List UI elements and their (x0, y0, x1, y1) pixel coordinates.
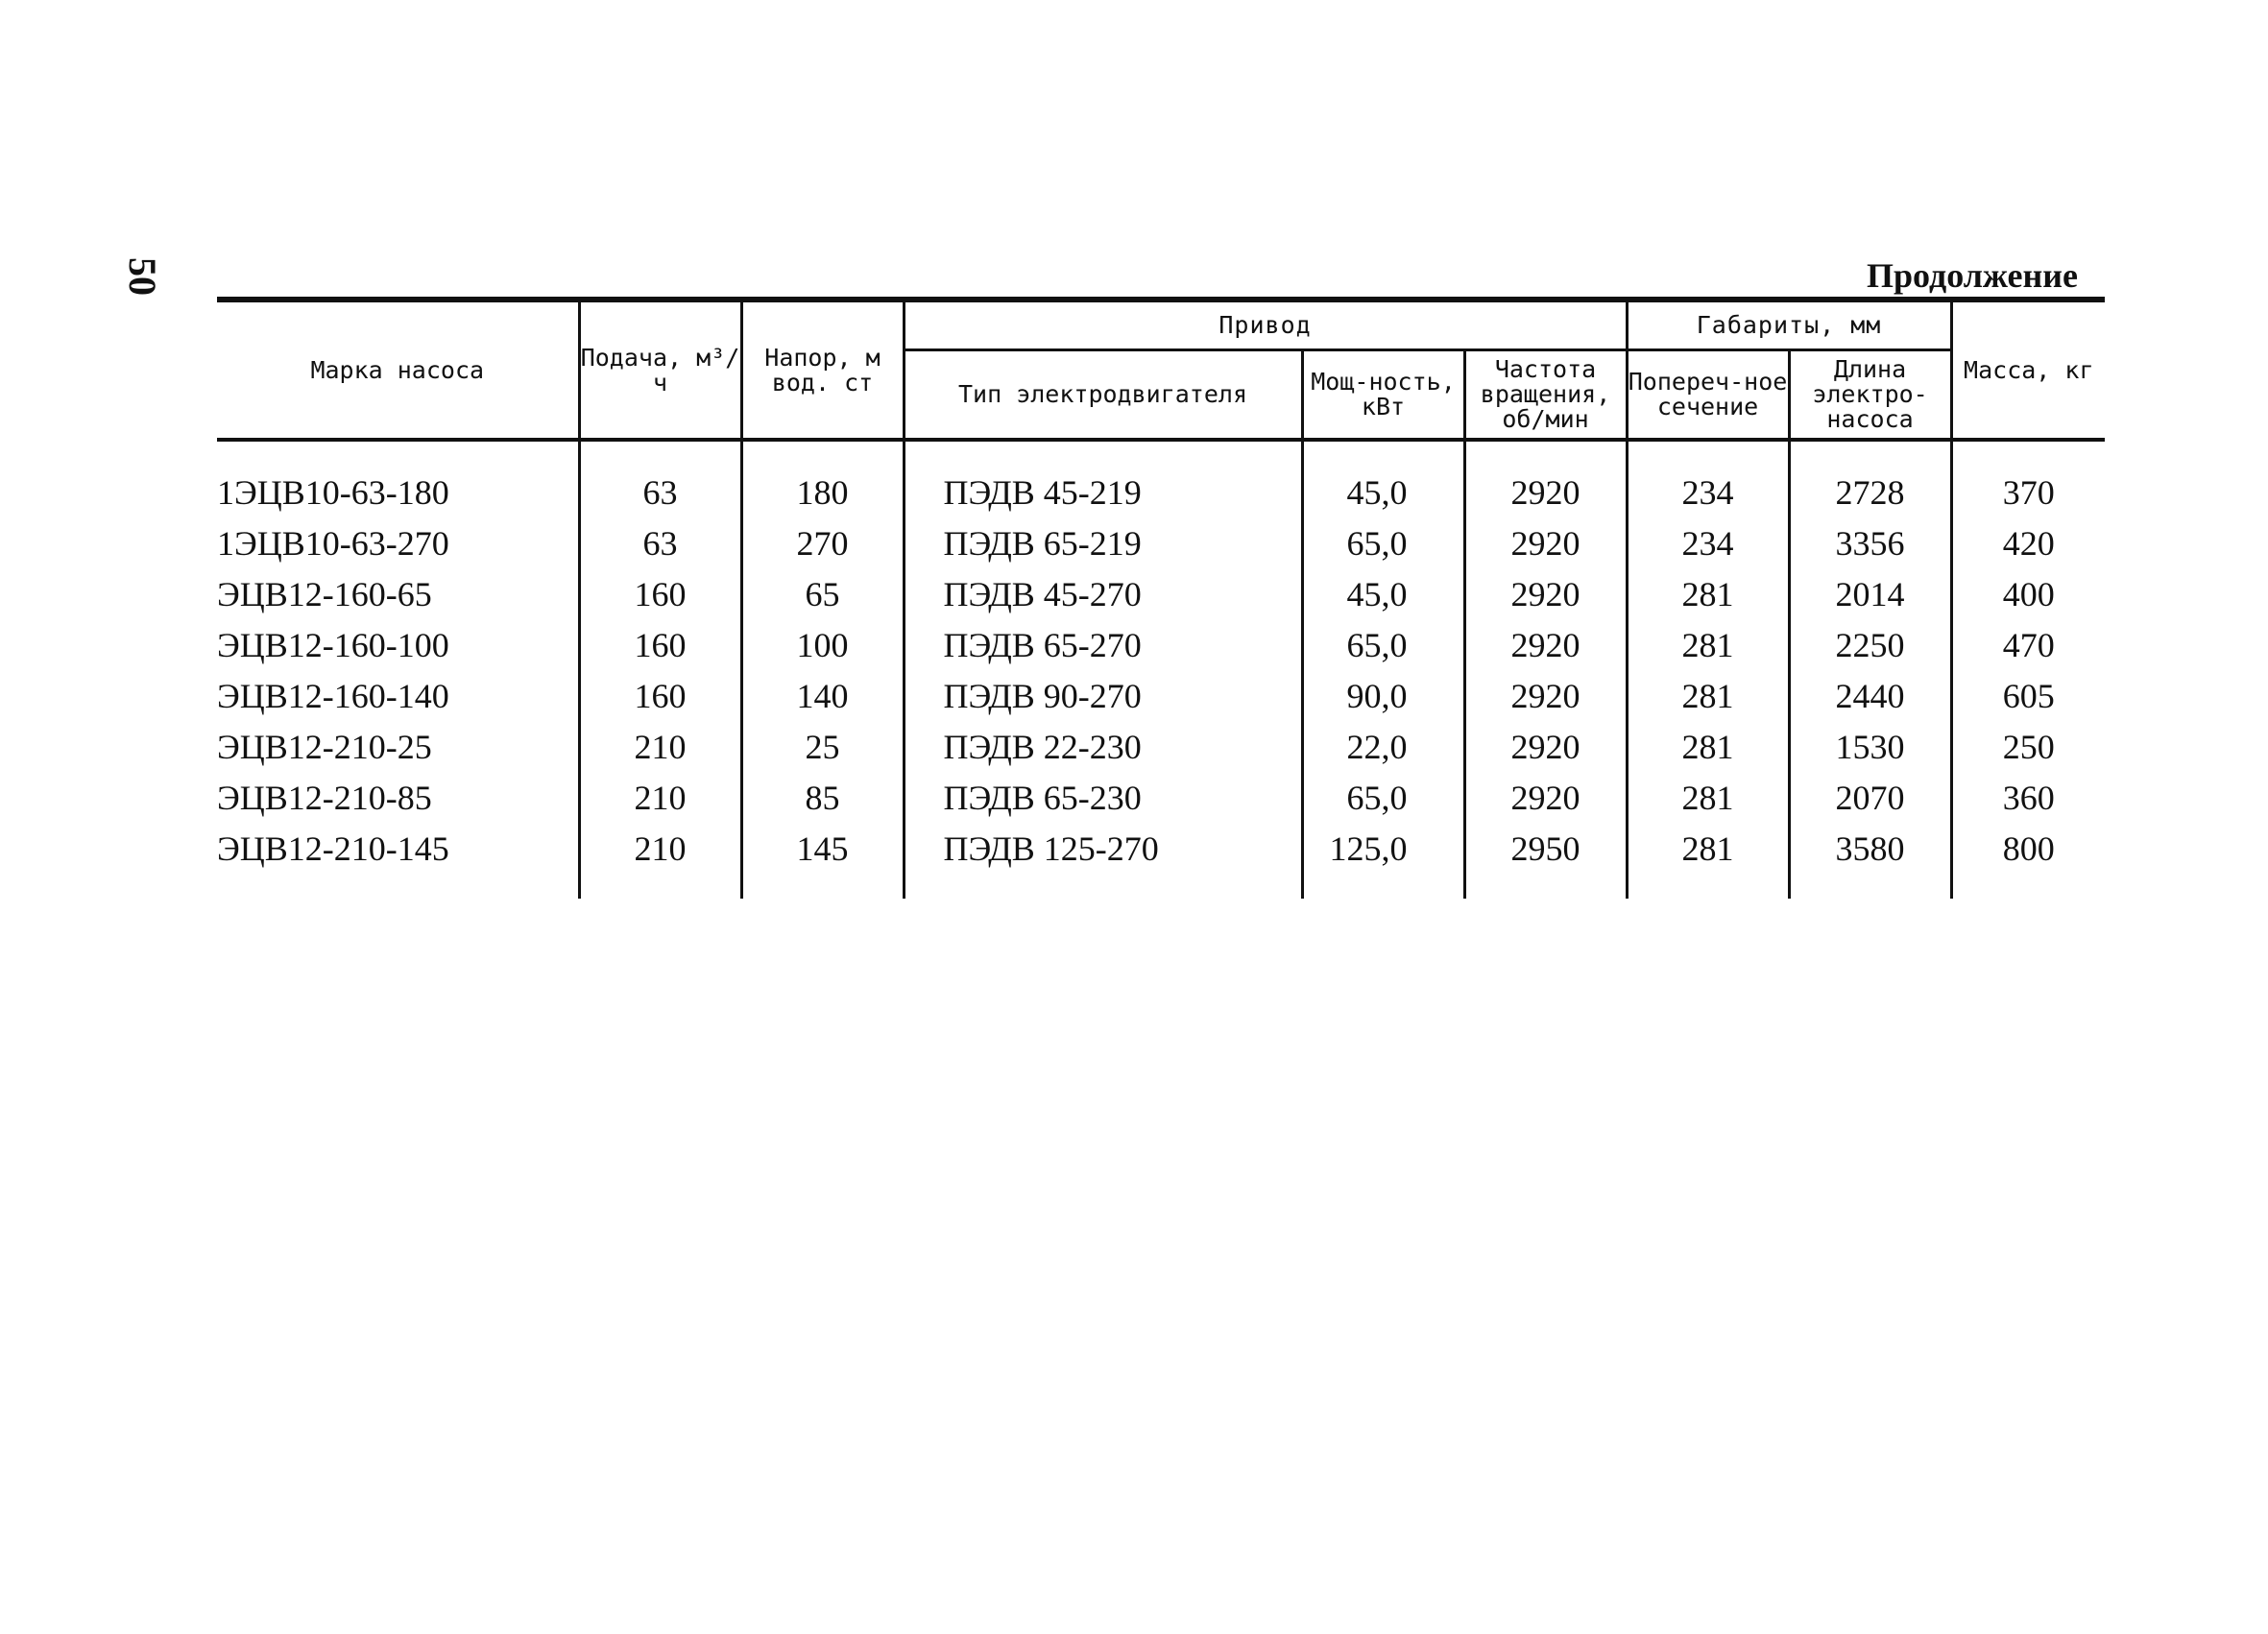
cell-length: 2728 (1789, 440, 1951, 517)
table-header (217, 300, 2105, 440)
cell-flow: 160 (579, 670, 741, 721)
header-motor-type: Тип электродвигателя (904, 350, 1302, 441)
cell-flow: 160 (579, 568, 741, 619)
cell-mass: 360 (1951, 772, 2105, 823)
cell-section: 281 (1627, 670, 1789, 721)
header-pump-brand: Марка насоса (217, 300, 579, 440)
cell-power: 65,0 (1302, 772, 1464, 823)
cell-motor: ПЭДВ 65-230 (904, 772, 1302, 823)
cell-rpm: 2950 (1464, 823, 1627, 874)
cell-head: 65 (741, 568, 904, 619)
table-row (217, 517, 2105, 568)
cell-brand: ЭЦВ12-160-65 (217, 574, 432, 613)
table-row (217, 670, 2105, 721)
cell-power: 65,0 (1302, 517, 1464, 568)
cell-rpm: 2920 (1464, 440, 1627, 517)
header-head: Напор, м вод. ст (741, 300, 904, 440)
cell-brand: ЭЦВ12-210-85 (217, 778, 432, 817)
cell-brand: 1ЭЦВ10-63-180 (217, 472, 449, 512)
cell-head: 145 (741, 823, 904, 874)
cell-brand: ЭЦВ12-210-145 (217, 829, 449, 868)
cell-section: 234 (1627, 517, 1789, 568)
cell-head: 85 (741, 772, 904, 823)
continuation-label: Продолжение (1867, 256, 2078, 295)
cell-power: 90,0 (1302, 670, 1464, 721)
cell-brand: 1ЭЦВ10-63-270 (217, 523, 449, 563)
cell-head: 100 (741, 619, 904, 670)
cell-flow: 63 (579, 517, 741, 568)
cell-flow: 63 (579, 440, 741, 517)
cell-head: 25 (741, 721, 904, 772)
cell-length: 2440 (1789, 670, 1951, 721)
cell-motor: ПЭДВ 90-270 (904, 670, 1302, 721)
cell-head: 270 (741, 517, 904, 568)
table-row (217, 823, 2105, 874)
cell-rpm: 2920 (1464, 670, 1627, 721)
cell-flow: 210 (579, 721, 741, 772)
pump-specs-table (217, 297, 2105, 899)
header-rotation: Частота вращения, об/мин (1464, 350, 1627, 441)
cell-motor: ПЭДВ 45-270 (904, 568, 1302, 619)
cell-head: 180 (741, 440, 904, 517)
cell-length: 2014 (1789, 568, 1951, 619)
cell-motor: ПЭДВ 65-219 (904, 517, 1302, 568)
cell-length: 2070 (1789, 772, 1951, 823)
header-drive-group: Привод (904, 300, 1627, 350)
header-mass: Масса, кг (1951, 300, 2105, 440)
cell-mass: 370 (1951, 440, 2105, 517)
cell-flow: 210 (579, 772, 741, 823)
cell-rpm: 2920 (1464, 721, 1627, 772)
header-flow: Подача, м³/ч (579, 300, 741, 440)
page-number: 50 (121, 257, 164, 296)
cell-motor: ПЭДВ 65-270 (904, 619, 1302, 670)
cell-rpm: 2920 (1464, 772, 1627, 823)
cell-brand: ЭЦВ12-210-25 (217, 727, 432, 766)
cell-mass: 605 (1951, 670, 2105, 721)
cell-motor: ПЭДВ 22-230 (904, 721, 1302, 772)
cell-power: 125,0 (1302, 823, 1464, 874)
table-row (217, 568, 2105, 619)
cell-rpm: 2920 (1464, 517, 1627, 568)
cell-section: 281 (1627, 619, 1789, 670)
cell-flow: 160 (579, 619, 741, 670)
cell-length: 3580 (1789, 823, 1951, 874)
cell-length: 2250 (1789, 619, 1951, 670)
cell-section: 281 (1627, 772, 1789, 823)
cell-mass: 420 (1951, 517, 2105, 568)
cell-power: 45,0 (1302, 568, 1464, 619)
header-dimensions-group: Габариты, мм (1627, 300, 1951, 350)
cell-brand: ЭЦВ12-160-140 (217, 676, 449, 715)
cell-section: 281 (1627, 568, 1789, 619)
cell-section: 281 (1627, 721, 1789, 772)
header-length: Длина электро-насоса (1789, 350, 1951, 441)
header-cross-section: Попереч-ное сечение (1627, 350, 1789, 441)
cell-mass: 800 (1951, 823, 2105, 874)
cell-power: 22,0 (1302, 721, 1464, 772)
cell-power: 65,0 (1302, 619, 1464, 670)
table-bottom-spacer (217, 874, 2105, 899)
table-row (217, 619, 2105, 670)
cell-section: 234 (1627, 440, 1789, 517)
cell-mass: 400 (1951, 568, 2105, 619)
cell-flow: 210 (579, 823, 741, 874)
cell-motor: ПЭДВ 125-270 (904, 823, 1302, 874)
table-row (217, 772, 2105, 823)
cell-power: 45,0 (1302, 440, 1464, 517)
cell-section: 281 (1627, 823, 1789, 874)
header-power: Мощ-ность, кВт (1302, 350, 1464, 441)
table-body (217, 440, 2105, 899)
cell-length: 3356 (1789, 517, 1951, 568)
cell-rpm: 2920 (1464, 619, 1627, 670)
table-row (217, 721, 2105, 772)
cell-rpm: 2920 (1464, 568, 1627, 619)
cell-mass: 470 (1951, 619, 2105, 670)
cell-brand: ЭЦВ12-160-100 (217, 625, 449, 664)
cell-head: 140 (741, 670, 904, 721)
cell-length: 1530 (1789, 721, 1951, 772)
cell-motor: ПЭДВ 45-219 (904, 440, 1302, 517)
table-row (217, 440, 2105, 517)
cell-mass: 250 (1951, 721, 2105, 772)
